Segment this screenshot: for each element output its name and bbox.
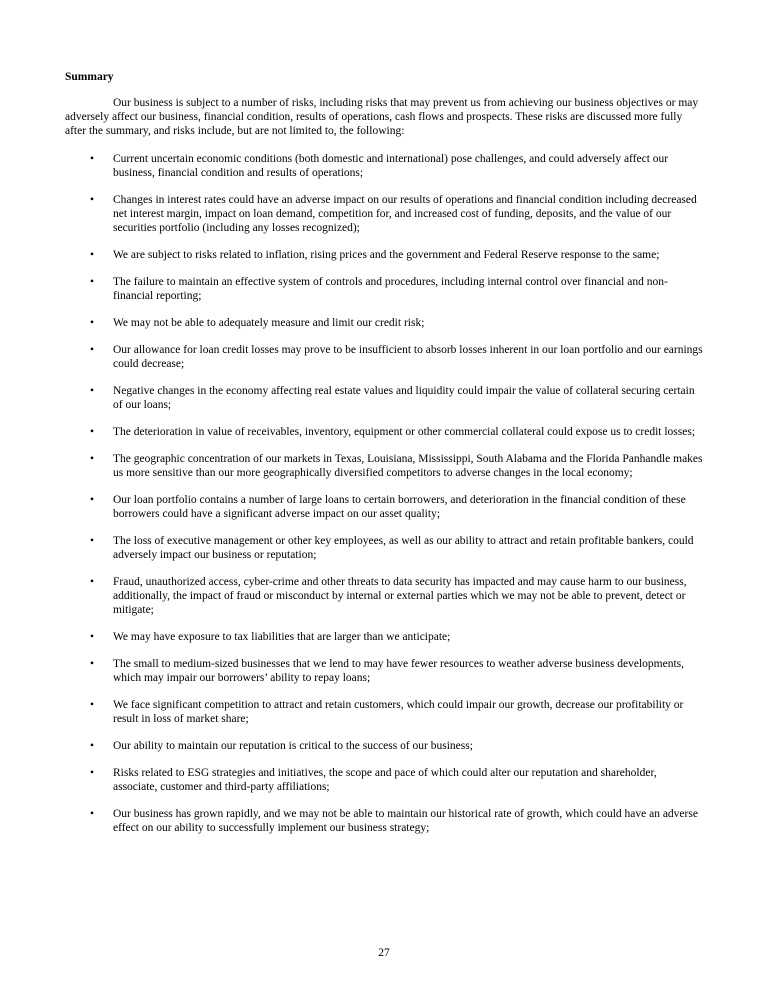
risk-bullet-text: The failure to maintain an effective system of controls and procedures, including internal control over financial and non-financial reporting; [113, 276, 668, 302]
risk-bullet-text: Current uncertain economic conditions (both domestic and international) pose challenges, and could adversely affect our business, financial condition and results of operations; [113, 153, 669, 179]
document-content [65, 70, 703, 848]
risk-bullet-text: Our ability to maintain our reputation is critical to the success of our business; [113, 740, 473, 752]
risk-bullet-item [65, 698, 703, 726]
bullet-icon: • [90, 699, 95, 711]
risk-bullet-text: Negative changes in the economy affecting real estate values and liquidity could impair the value of collateral securing certain of our loans; [113, 385, 695, 411]
risk-bullet-item [65, 657, 703, 685]
bullet-icon: • [90, 426, 95, 438]
risk-bullet-text: Our business has grown rapidly, and we may not be able to maintain our historical rate of growth, which could have an adverse effect on our ability to successfully implement our business strategy; [113, 808, 698, 834]
risk-bullet-text: The small to medium-sized businesses that we lend to may have fewer resources to weather adverse business developments, which may impair our borrowers’ ability to repay loans; [113, 658, 684, 684]
risk-bullet-text: Our loan portfolio contains a number of large loans to certain borrowers, and deterioration in the financial condition of these borrowers could have a significant adverse impact on our asset quality; [113, 494, 686, 520]
risk-bullet-text: We may not be able to adequately measure and limit our credit risk; [113, 317, 425, 329]
page-number: 27 [378, 947, 390, 959]
risk-bullet-item [65, 275, 703, 303]
risk-bullet-text: The loss of executive management or other key employees, as well as our ability to attract and retain profitable bankers, could adversely impact our business or reputation; [113, 535, 694, 561]
risk-bullet-item [65, 807, 703, 835]
risk-bullet-item [65, 384, 703, 412]
bullet-icon: • [90, 767, 95, 779]
bullet-icon: • [90, 535, 95, 547]
risk-bullet-item [65, 425, 703, 439]
risk-bullet-text: Risks related to ESG strategies and initiatives, the scope and pace of which could alter our reputation and shareholder, associate, customer and third-party affiliations; [113, 767, 657, 793]
intro-paragraph: Our business is subject to a number of risks, including risks that may prevent us from achieving our business objectives or may adversely affect our business, financial condition, results of operations, cash flows and prospects. These risks are discussed more fully after the summary, and risks include, but are not limited to, the following: [65, 97, 699, 137]
risk-bullet-item [65, 193, 703, 235]
bullet-icon: • [90, 453, 95, 465]
risk-bullet-item [65, 343, 703, 371]
risk-bullet-list [65, 152, 703, 835]
bullet-icon: • [90, 317, 95, 329]
risk-bullet-text: We face significant competition to attract and retain customers, which could impair our growth, decrease our profitability or result in loss of market share; [113, 699, 684, 725]
risk-bullet-item [65, 152, 703, 180]
risk-bullet-item [65, 316, 703, 330]
bullet-icon: • [90, 153, 95, 165]
risk-bullet-text: The geographic concentration of our markets in Texas, Louisiana, Mississippi, South Alabama and the Florida Panhandle makes us more sensitive than our more geographically diversified competitors to adverse changes in the local economy; [113, 453, 703, 479]
risk-bullet-item [65, 575, 703, 617]
risk-bullet-text: We are subject to risks related to inflation, rising prices and the government and Federal Reserve response to the same; [113, 249, 660, 261]
risk-bullet-item [65, 493, 703, 521]
bullet-icon: • [90, 631, 95, 643]
risk-bullet-item [65, 452, 703, 480]
risk-bullet-item [65, 248, 703, 262]
risk-bullet-text: The deterioration in value of receivables, inventory, equipment or other commercial collateral could expose us to credit losses; [113, 426, 696, 438]
bullet-icon: • [90, 249, 95, 261]
bullet-icon: • [90, 194, 95, 206]
bullet-icon: • [90, 576, 95, 588]
risk-bullet-text: Our allowance for loan credit losses may prove to be insufficient to absorb losses inherent in our loan portfolio and our earnings could decrease; [113, 344, 703, 370]
summary-heading: Summary [65, 71, 114, 83]
risk-bullet-item [65, 739, 703, 753]
bullet-icon: • [90, 808, 95, 820]
bullet-icon: • [90, 385, 95, 397]
risk-bullet-item [65, 630, 703, 644]
risk-bullet-item [65, 766, 703, 794]
risk-bullet-text: Changes in interest rates could have an adverse impact on our results of operations and financial condition including decreased net interest margin, impact on loan demand, competition for, and increased cost of funding, deposits, and the value of our securities portfolio (including any losses recognized); [113, 194, 697, 234]
bullet-icon: • [90, 276, 95, 288]
risk-bullet-item [65, 534, 703, 562]
risk-bullet-text: Fraud, unauthorized access, cyber-crime and other threats to data security has impacted and may cause harm to our business, additionally, the impact of fraud or misconduct by internal or external parties which we may not be able to prevent, detect or mitigate; [113, 576, 687, 616]
risk-bullet-text: We may have exposure to tax liabilities that are larger than we anticipate; [113, 631, 451, 643]
bullet-icon: • [90, 740, 95, 752]
bullet-icon: • [90, 344, 95, 356]
bullet-icon: • [90, 658, 95, 670]
bullet-icon: • [90, 494, 95, 506]
